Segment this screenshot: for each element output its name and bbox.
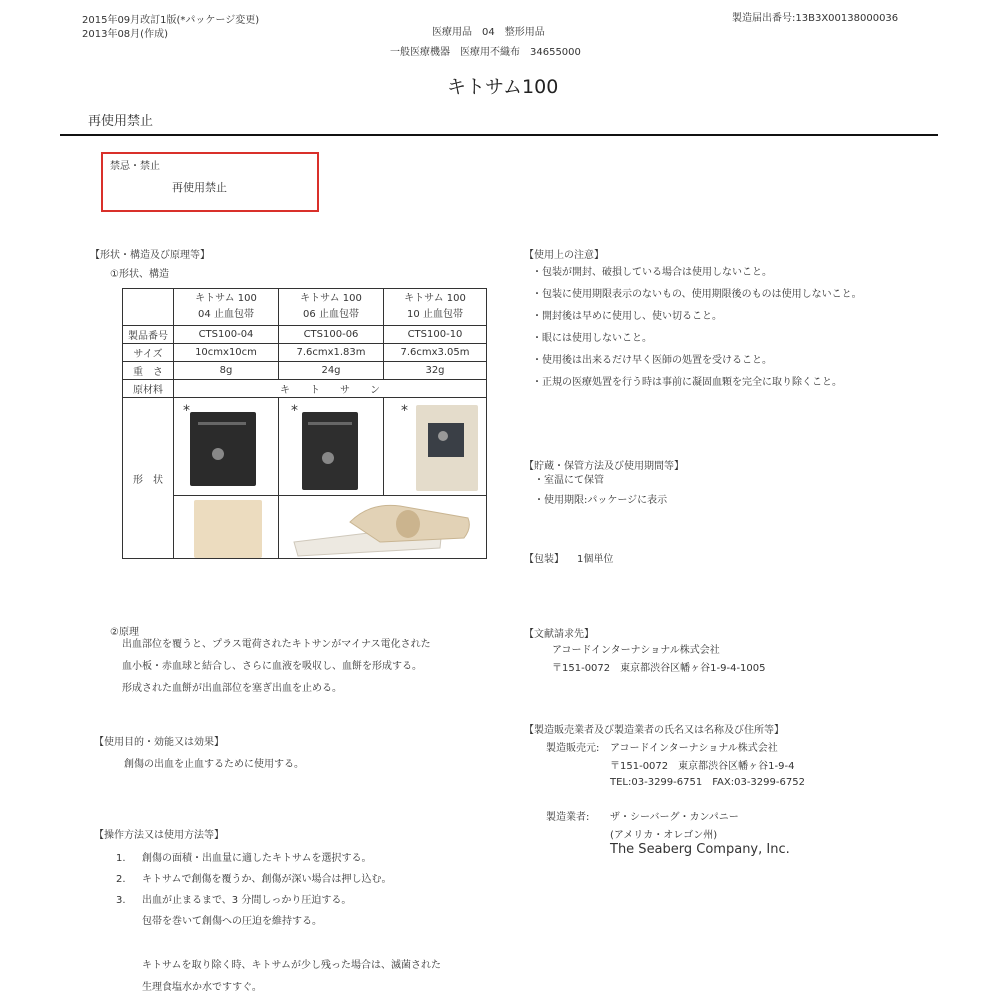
cell-code-04: CTS100-04: [174, 326, 279, 344]
list-item: ・室温にて保管: [534, 475, 604, 486]
table-row: [123, 362, 487, 380]
literature-address: 〒151-0072 東京都渋谷区幡ヶ谷1-9-4-1005: [552, 663, 766, 674]
seller-label: 製造販売元:: [546, 743, 600, 754]
list-item: ・使用後は出来るだけ早く医師の処置を受けること。: [532, 355, 772, 366]
cell-material: キ ト サ ン: [174, 380, 487, 398]
contraindication-heading: 禁忌・禁止: [110, 161, 160, 172]
row-label-weight: 重 さ: [123, 362, 174, 380]
list-item: ・包装に使用期限表示のないもの、使用期限後のものは使用しないこと。: [532, 289, 862, 300]
seller-contact: TEL:03-3299-6751 FAX:03-3299-6752: [610, 777, 805, 788]
principle-line: 出血部位を覆うと、プラス電荷されたキトサンがマイナス電化された: [122, 639, 431, 650]
list-item: ・眼には使用しないこと。: [532, 333, 652, 344]
list-item: 2. キトサムで創傷を覆うか、創傷が深い場合は押し込む。: [116, 874, 392, 885]
created-note: 2013年08月(作成): [82, 29, 168, 40]
table-row: [123, 344, 487, 362]
row-label-code: 製品番号: [123, 326, 174, 344]
row-label-material: 原材料: [123, 380, 174, 398]
cell-code-06: CTS100-06: [279, 326, 384, 344]
list-item: ・開封後は早めに使用し、使い切ること。: [532, 311, 722, 322]
seller-address: 〒151-0072 東京都渋谷区幡ヶ谷1-9-4: [610, 761, 795, 772]
category-line: 医療用品 04 整形用品: [432, 27, 545, 38]
row-label-size: サイズ: [123, 344, 174, 362]
package-star-04: *: [183, 403, 190, 419]
maker-country: (アメリカ・オレゴン州): [610, 830, 718, 841]
cell-size-04: 10cmx10cm: [174, 344, 279, 362]
table-row: [123, 326, 487, 344]
package-image-10: [416, 405, 478, 491]
list-item: 包帯を巻いて創傷への圧迫を維持する。: [142, 916, 322, 927]
registration-number: 製造届出番号:13B3X00138000036: [732, 13, 899, 24]
gauze-square-image: [194, 500, 262, 558]
cell-size-10: 7.6cmx3.05m: [384, 344, 487, 362]
cell-weight-06: 24g: [279, 362, 384, 380]
purpose-heading: 【使用目的・効能又は効果】: [94, 737, 224, 748]
storage-heading: 【貯蔵・保管方法及び使用期間等】: [524, 461, 684, 472]
cell-weight-10: 32g: [384, 362, 487, 380]
document-subtitle: 再使用禁止: [88, 114, 154, 129]
principle-text: [122, 634, 431, 700]
maker-label: 製造業者:: [546, 812, 590, 823]
revision-note: 2015年09月改訂1版(*パッケージ変更): [82, 15, 260, 26]
gauze-roll-image: [290, 498, 475, 560]
literature-company: アコードインターナショナル株式会社: [552, 645, 720, 656]
classification-line: 一般医療機器 医療用不織布 34655000: [390, 47, 581, 58]
maker-english-name: The Seaberg Company, Inc.: [610, 842, 790, 857]
table-row: [123, 380, 487, 398]
manufacturer-heading: 【製造販売業者及び製造業者の氏名又は名称及び住所等】: [524, 725, 784, 736]
product-header-10: キトサム 100 10 止血包帯: [384, 289, 487, 326]
shape-subheading: ①形状、構造: [110, 269, 169, 280]
precautions-list: [532, 262, 862, 394]
principle-line: 血小板・赤血球と結合し、さらに血液を吸収し、血餅を形成する。: [122, 661, 422, 672]
list-item: ・包装が開封、破損している場合は使用しないこと。: [532, 267, 772, 278]
package-image-04: [190, 412, 256, 486]
list-item: 3. 出血が止まるまで、3 分間しっかり圧迫する。: [116, 895, 352, 906]
operation-steps: [116, 848, 392, 932]
operation-heading: 【操作方法又は使用方法等】: [94, 830, 224, 841]
maker-name: ザ・シーバーグ・カンパニー: [610, 812, 739, 823]
precautions-heading: 【使用上の注意】: [524, 250, 604, 261]
principle-subheading: ②原理: [110, 627, 139, 638]
literature-heading: 【文献請求先】: [524, 629, 594, 640]
seller-name: アコードインターナショナル株式会社: [610, 743, 778, 754]
operation-note-2: 生理食塩水か水ですすぐ。: [142, 982, 262, 993]
shape-heading: 【形状・構造及び原理等】: [90, 250, 210, 261]
packaging-text: 1個単位: [577, 554, 614, 565]
contraindication-text: 再使用禁止: [172, 181, 227, 194]
cell-code-10: CTS100-10: [384, 326, 487, 344]
list-item: ・正規の医療処置を行う時は事前に凝固血顆を完全に取り除くこと。: [532, 377, 842, 388]
list-item: 1. 創傷の面積・出血量に適したキトサムを選択する。: [116, 853, 372, 864]
row-label-shape: 形 状: [123, 398, 174, 559]
packaging-heading: 【包装】: [524, 554, 564, 565]
list-item: ・使用期限:パッケージに表示: [534, 495, 668, 506]
table-corner: [123, 289, 174, 326]
cell-weight-04: 8g: [174, 362, 279, 380]
package-image-06: [302, 412, 358, 490]
product-header-06: キトサム 100 06 止血包帯: [279, 289, 384, 326]
principle-line: 形成された血餅が出血部位を塞ぎ出血を止める。: [122, 683, 342, 694]
package-star-10: *: [401, 403, 408, 419]
product-header-04: キトサム 100 04 止血包帯: [174, 289, 279, 326]
purpose-text: 創傷の出血を止血するために使用する。: [124, 759, 304, 770]
operation-note-1: キトサムを取り除く時、キトサムが少し残った場合は、滅菌された: [142, 960, 441, 971]
document-title: キトサム100: [447, 76, 559, 98]
cell-size-06: 7.6cmx1.83m: [279, 344, 384, 362]
package-star-06: *: [291, 403, 298, 419]
storage-list: [534, 471, 667, 511]
header-divider: [60, 134, 938, 136]
